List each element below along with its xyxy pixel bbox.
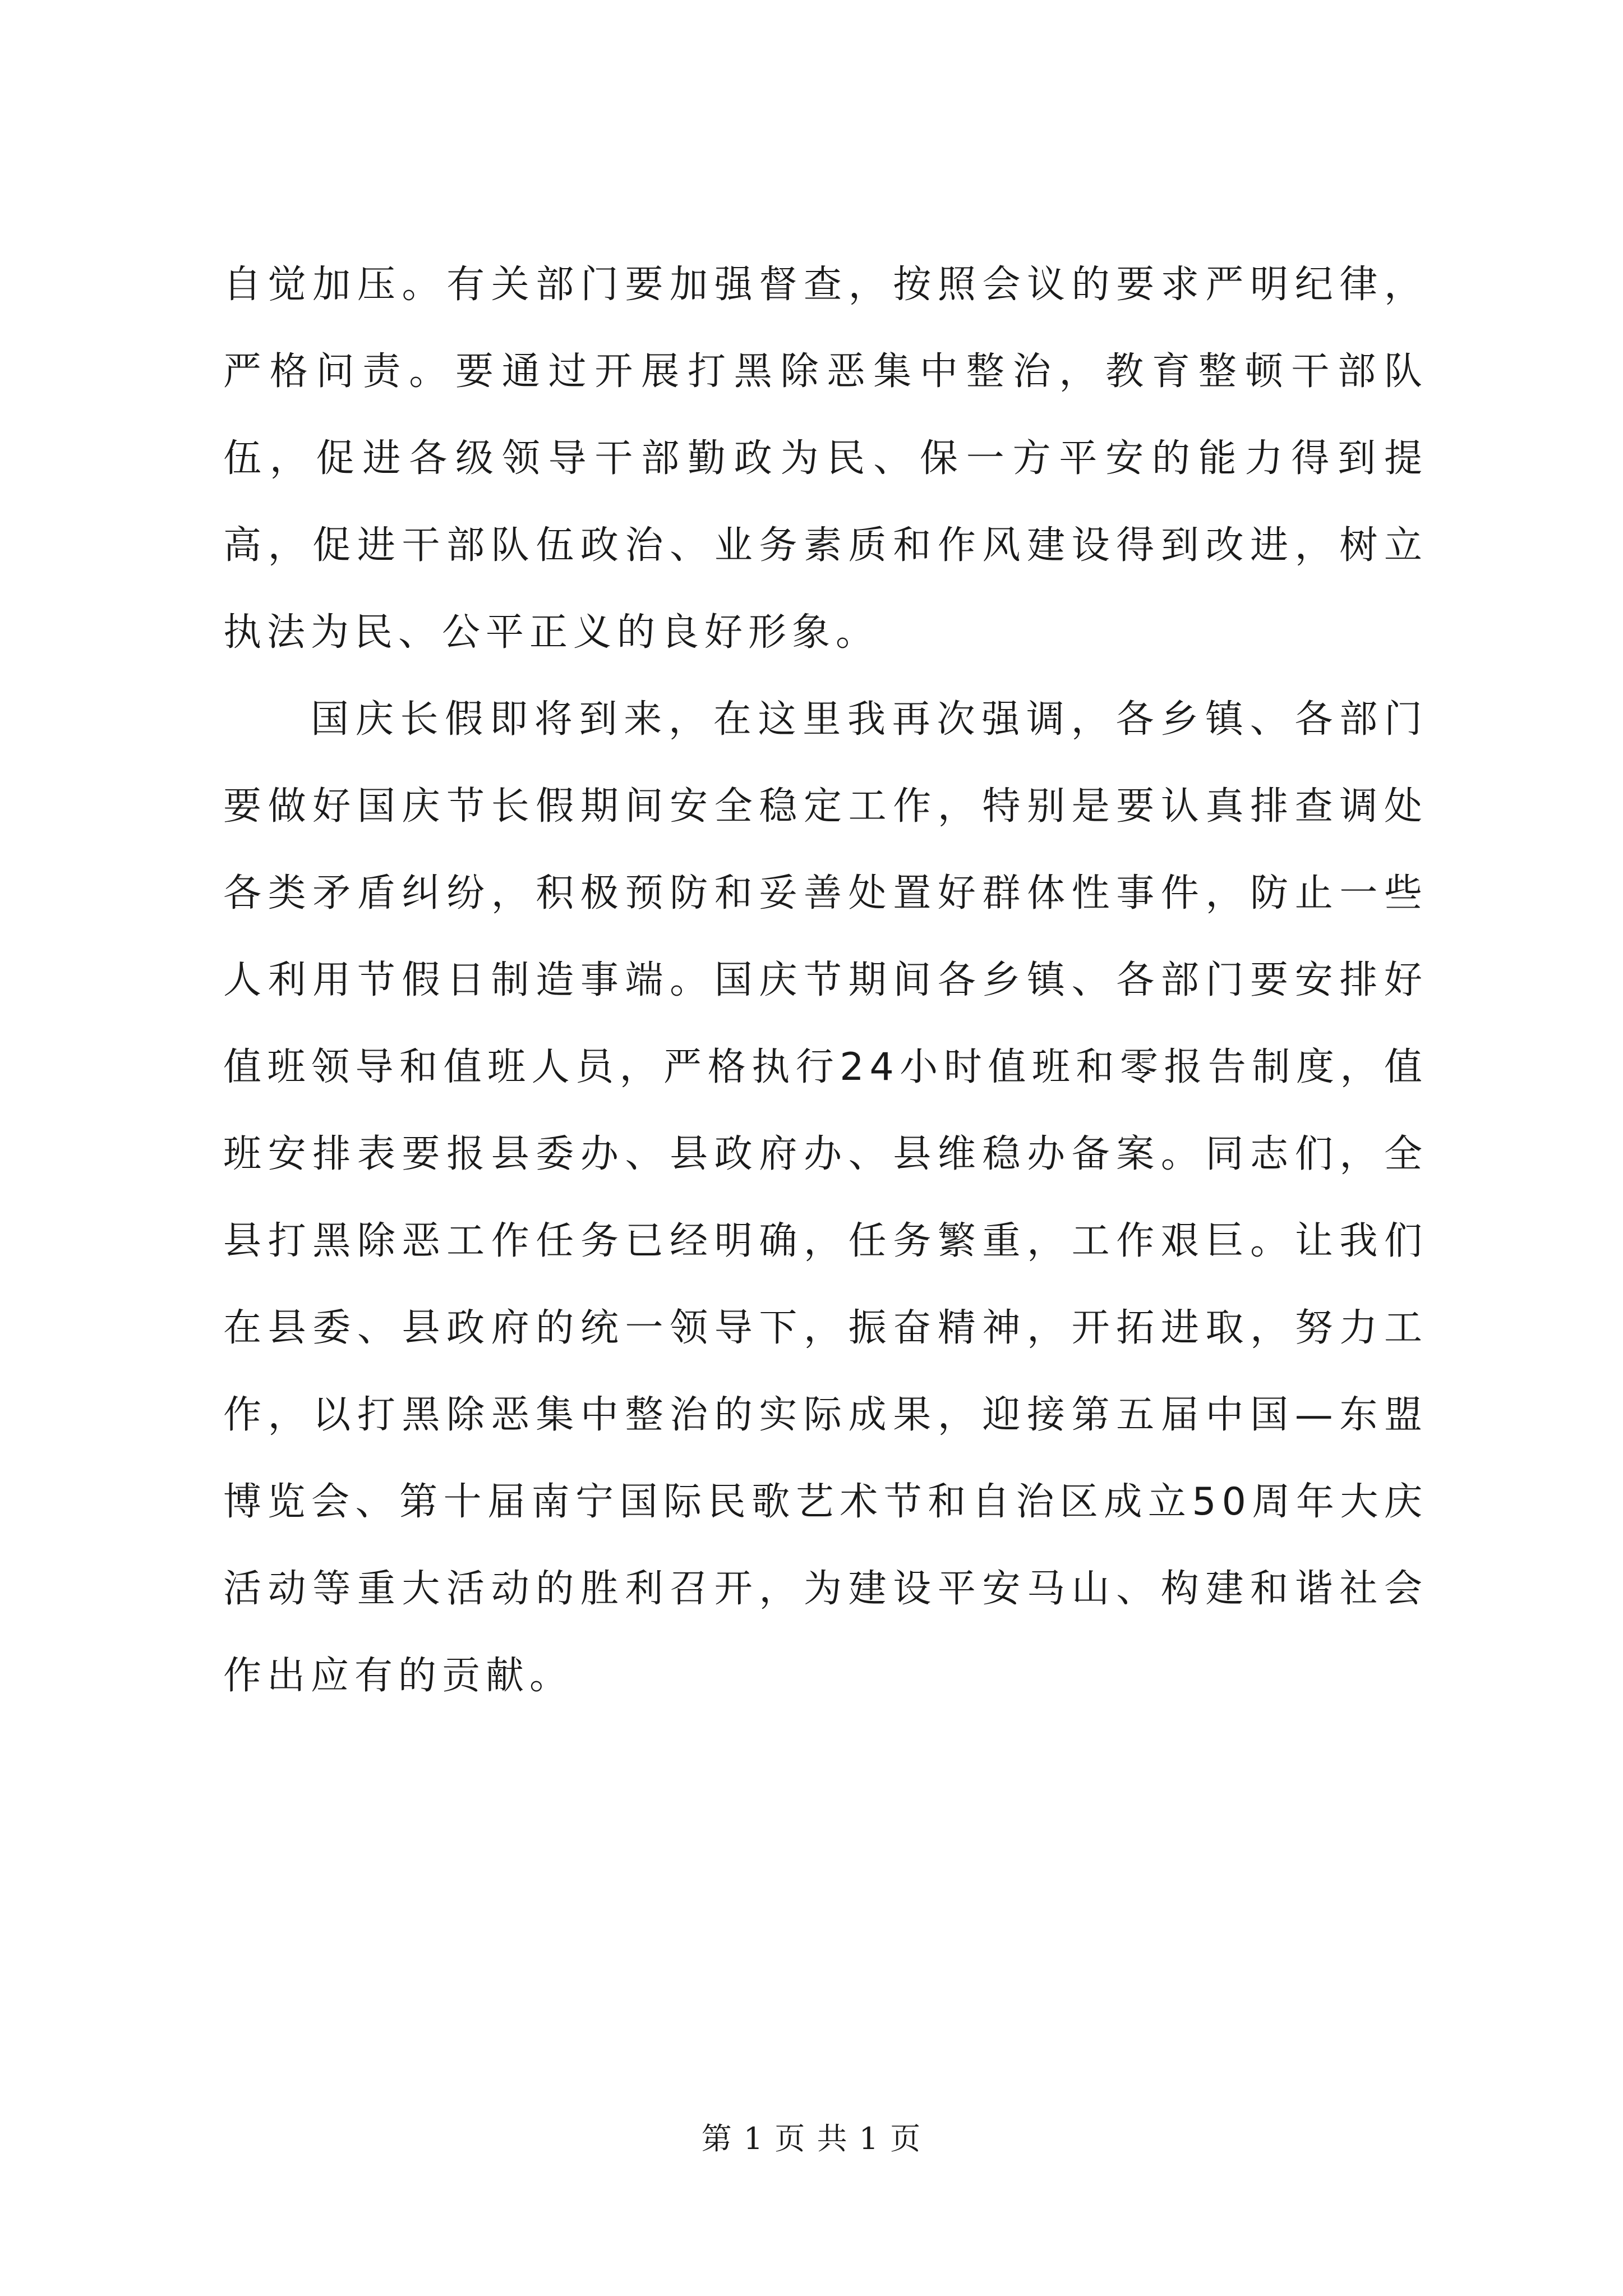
body-text xyxy=(223,241,1428,1719)
page-footer: 第 1 页 共 1 页 xyxy=(701,2121,922,2156)
paragraph-2: 国庆长假即将到来，在这里我再次强调，各乡镇、各部门要做好国庆节长假期间安全稳定工作，特别是要认真排查调处各类矛盾纠纷，积极预防和妥善处置好群体性事件，防止一些人利用节假日制造事端。国庆节期间各乡镇、各部门要安排好值班领导和值班人员，严格执行24小时值班和零报告制度，值班安排表要报县委办、县政府办、县维稳办备案。同志们，全县打黑除恶工作任务已经明确，任务繁重，工作艰巨。让我们在县委、县政府的统一领导下，振奋精神，开拓进取，努力工作，以打黑除恶集中整治的实际成果，迎接第五届中国—东盟博览会、第十届南宁国际民歌艺术节和自治区成立50周年大庆活动等重大活动的胜利召开，为建设平安马山、构建和谐社会作出应有的贡献。 xyxy=(223,697,1428,1698)
paragraph-1: 自觉加压。有关部门要加强督查，按照会议的要求严明纪律，严格问责。要通过开展打黑除恶集中整治，教育整顿干部队伍，促进各级领导干部勤政为民、保一方平安的能力得到提高，促进干部队伍政治、业务素质和作风建设得到改进，树立执法为民、公平正义的良好形象。 xyxy=(223,263,1428,655)
